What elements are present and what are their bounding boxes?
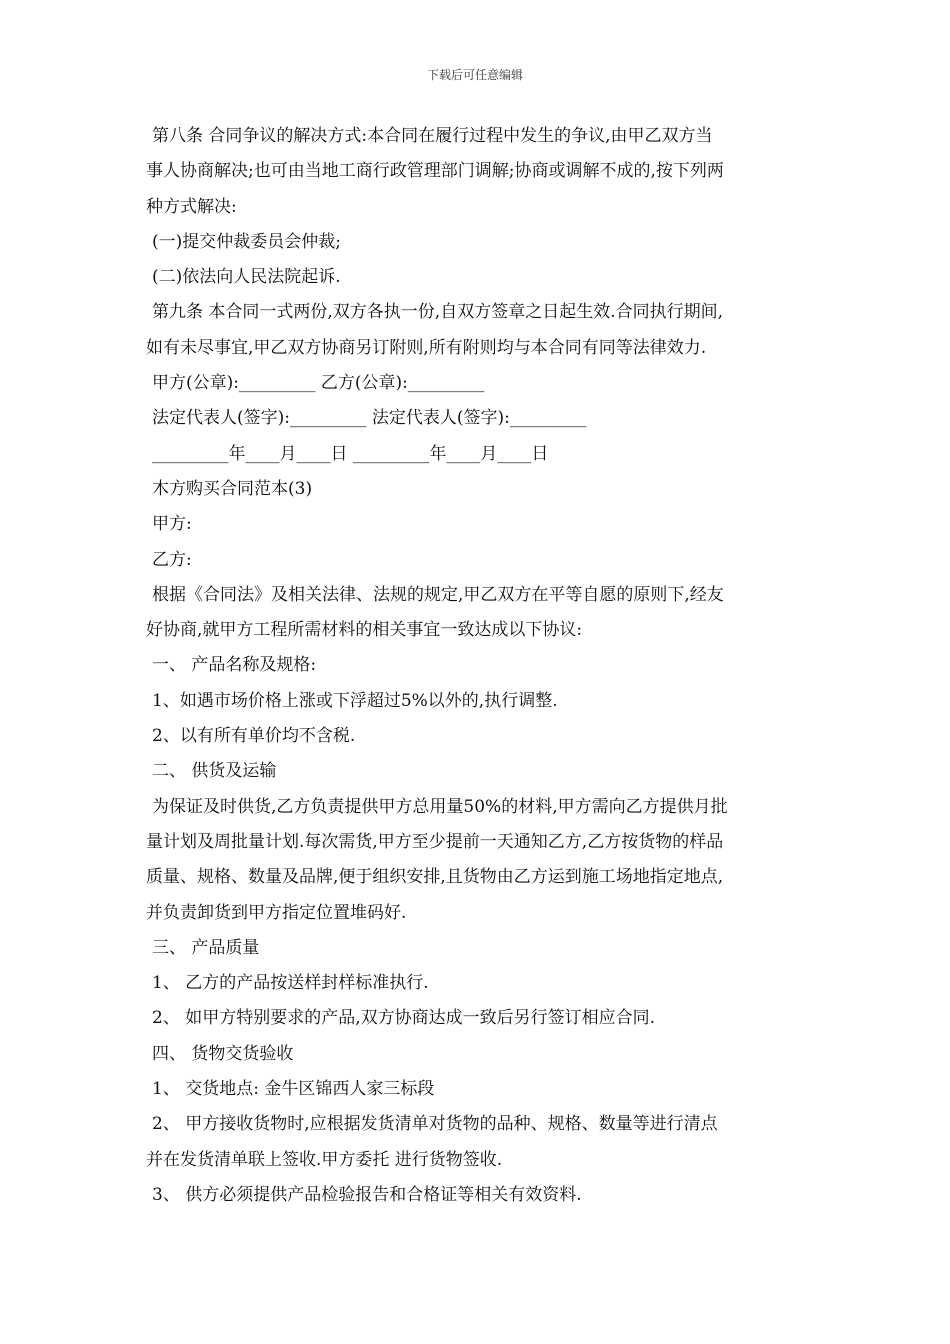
paragraph-line: 并在发货清单联上签收.甲方委托 进行货物签收. (146, 1149, 503, 1170)
paragraph-line: 质量、规格、数量及品牌,便于组织安排,且货物由乙方运到施工场地指定地点, (146, 867, 724, 888)
paragraph-line: 2、 如甲方特别要求的产品,双方协商达成一致后另行签订相应合同. (152, 1008, 656, 1029)
paragraph-line: _________年____月____日 _________年____月____日 (152, 443, 549, 464)
paragraph-line: (一)提交仲裁委员会仲裁; (152, 231, 341, 252)
paragraph-line: 为保证及时供货,乙方负责提供甲方总用量50%的材料,甲方需向乙方提供月批 (152, 796, 728, 817)
paragraph-line: 2、 甲方接收货物时,应根据发货清单对货物的品种、规格、数量等进行清点 (152, 1114, 718, 1135)
paragraph-line: 木方购买合同范本(3) (152, 478, 313, 499)
paragraph-line: 四、 货物交货验收 (152, 1043, 294, 1064)
paragraph-line: 甲方: (152, 514, 192, 535)
paragraph-line: 乙方: (152, 549, 192, 570)
paragraph-line: 量计划及周批量计划.每次需货,甲方至少提前一天通知乙方,乙方按货物的样品 (146, 831, 724, 852)
paragraph-line: 1、 交货地点: 金牛区锦西人家三标段 (152, 1079, 435, 1100)
document-body (146, 119, 814, 1213)
paragraph-line: 第九条 本合同一式两份,双方各执一份,自双方签章之日起生效.合同执行期间, (152, 302, 724, 323)
paragraph-line: 法定代表人(签字):_________ 法定代表人(签字):_________ (152, 408, 587, 429)
paragraph-line: 如有未尽事宜,甲乙双方协商另订附则,所有附则均与本合同有同等法律效力. (146, 337, 707, 358)
paragraph-line: 一、 产品名称及规格: (152, 655, 317, 676)
paragraph-line: 二、 供货及运输 (152, 761, 277, 782)
paragraph-line: 2、以有所有单价均不含税. (152, 726, 356, 747)
paragraph-line: 3、 供方必须提供产品检验报告和合格证等相关有效资料. (152, 1184, 582, 1205)
paragraph-line: 好协商,就甲方工程所需材料的相关事宜一致达成以下协议: (146, 620, 583, 641)
paragraph-line: 第八条 合同争议的解决方式:本合同在履行过程中发生的争议,由甲乙双方当 (152, 126, 713, 146)
page-header: 下载后可任意编辑 (426, 68, 523, 82)
paragraph-line: 1、 乙方的产品按送样封样标准执行. (152, 973, 429, 994)
paragraph-line: 甲方(公章):_________ 乙方(公章):_________ (152, 373, 485, 394)
paragraph-line: 根据《合同法》及相关法律、法规的规定,甲乙双方在平等自愿的原则下,经友 (152, 584, 724, 605)
paragraph-line: 1、如遇市场价格上涨或下浮超过5%以外的,执行调整. (152, 690, 558, 711)
paragraph-line: (二)依法向人民法院起诉. (152, 267, 341, 288)
paragraph-line: 三、 产品质量 (152, 937, 260, 958)
paragraph-line: 并负责卸货到甲方指定位置堆码好. (146, 902, 407, 923)
paragraph-line: 种方式解决: (146, 196, 237, 217)
paragraph-line: 事人协商解决;也可由当地工商行政管理部门调解;协商或调解不成的,按下列两 (146, 161, 724, 182)
